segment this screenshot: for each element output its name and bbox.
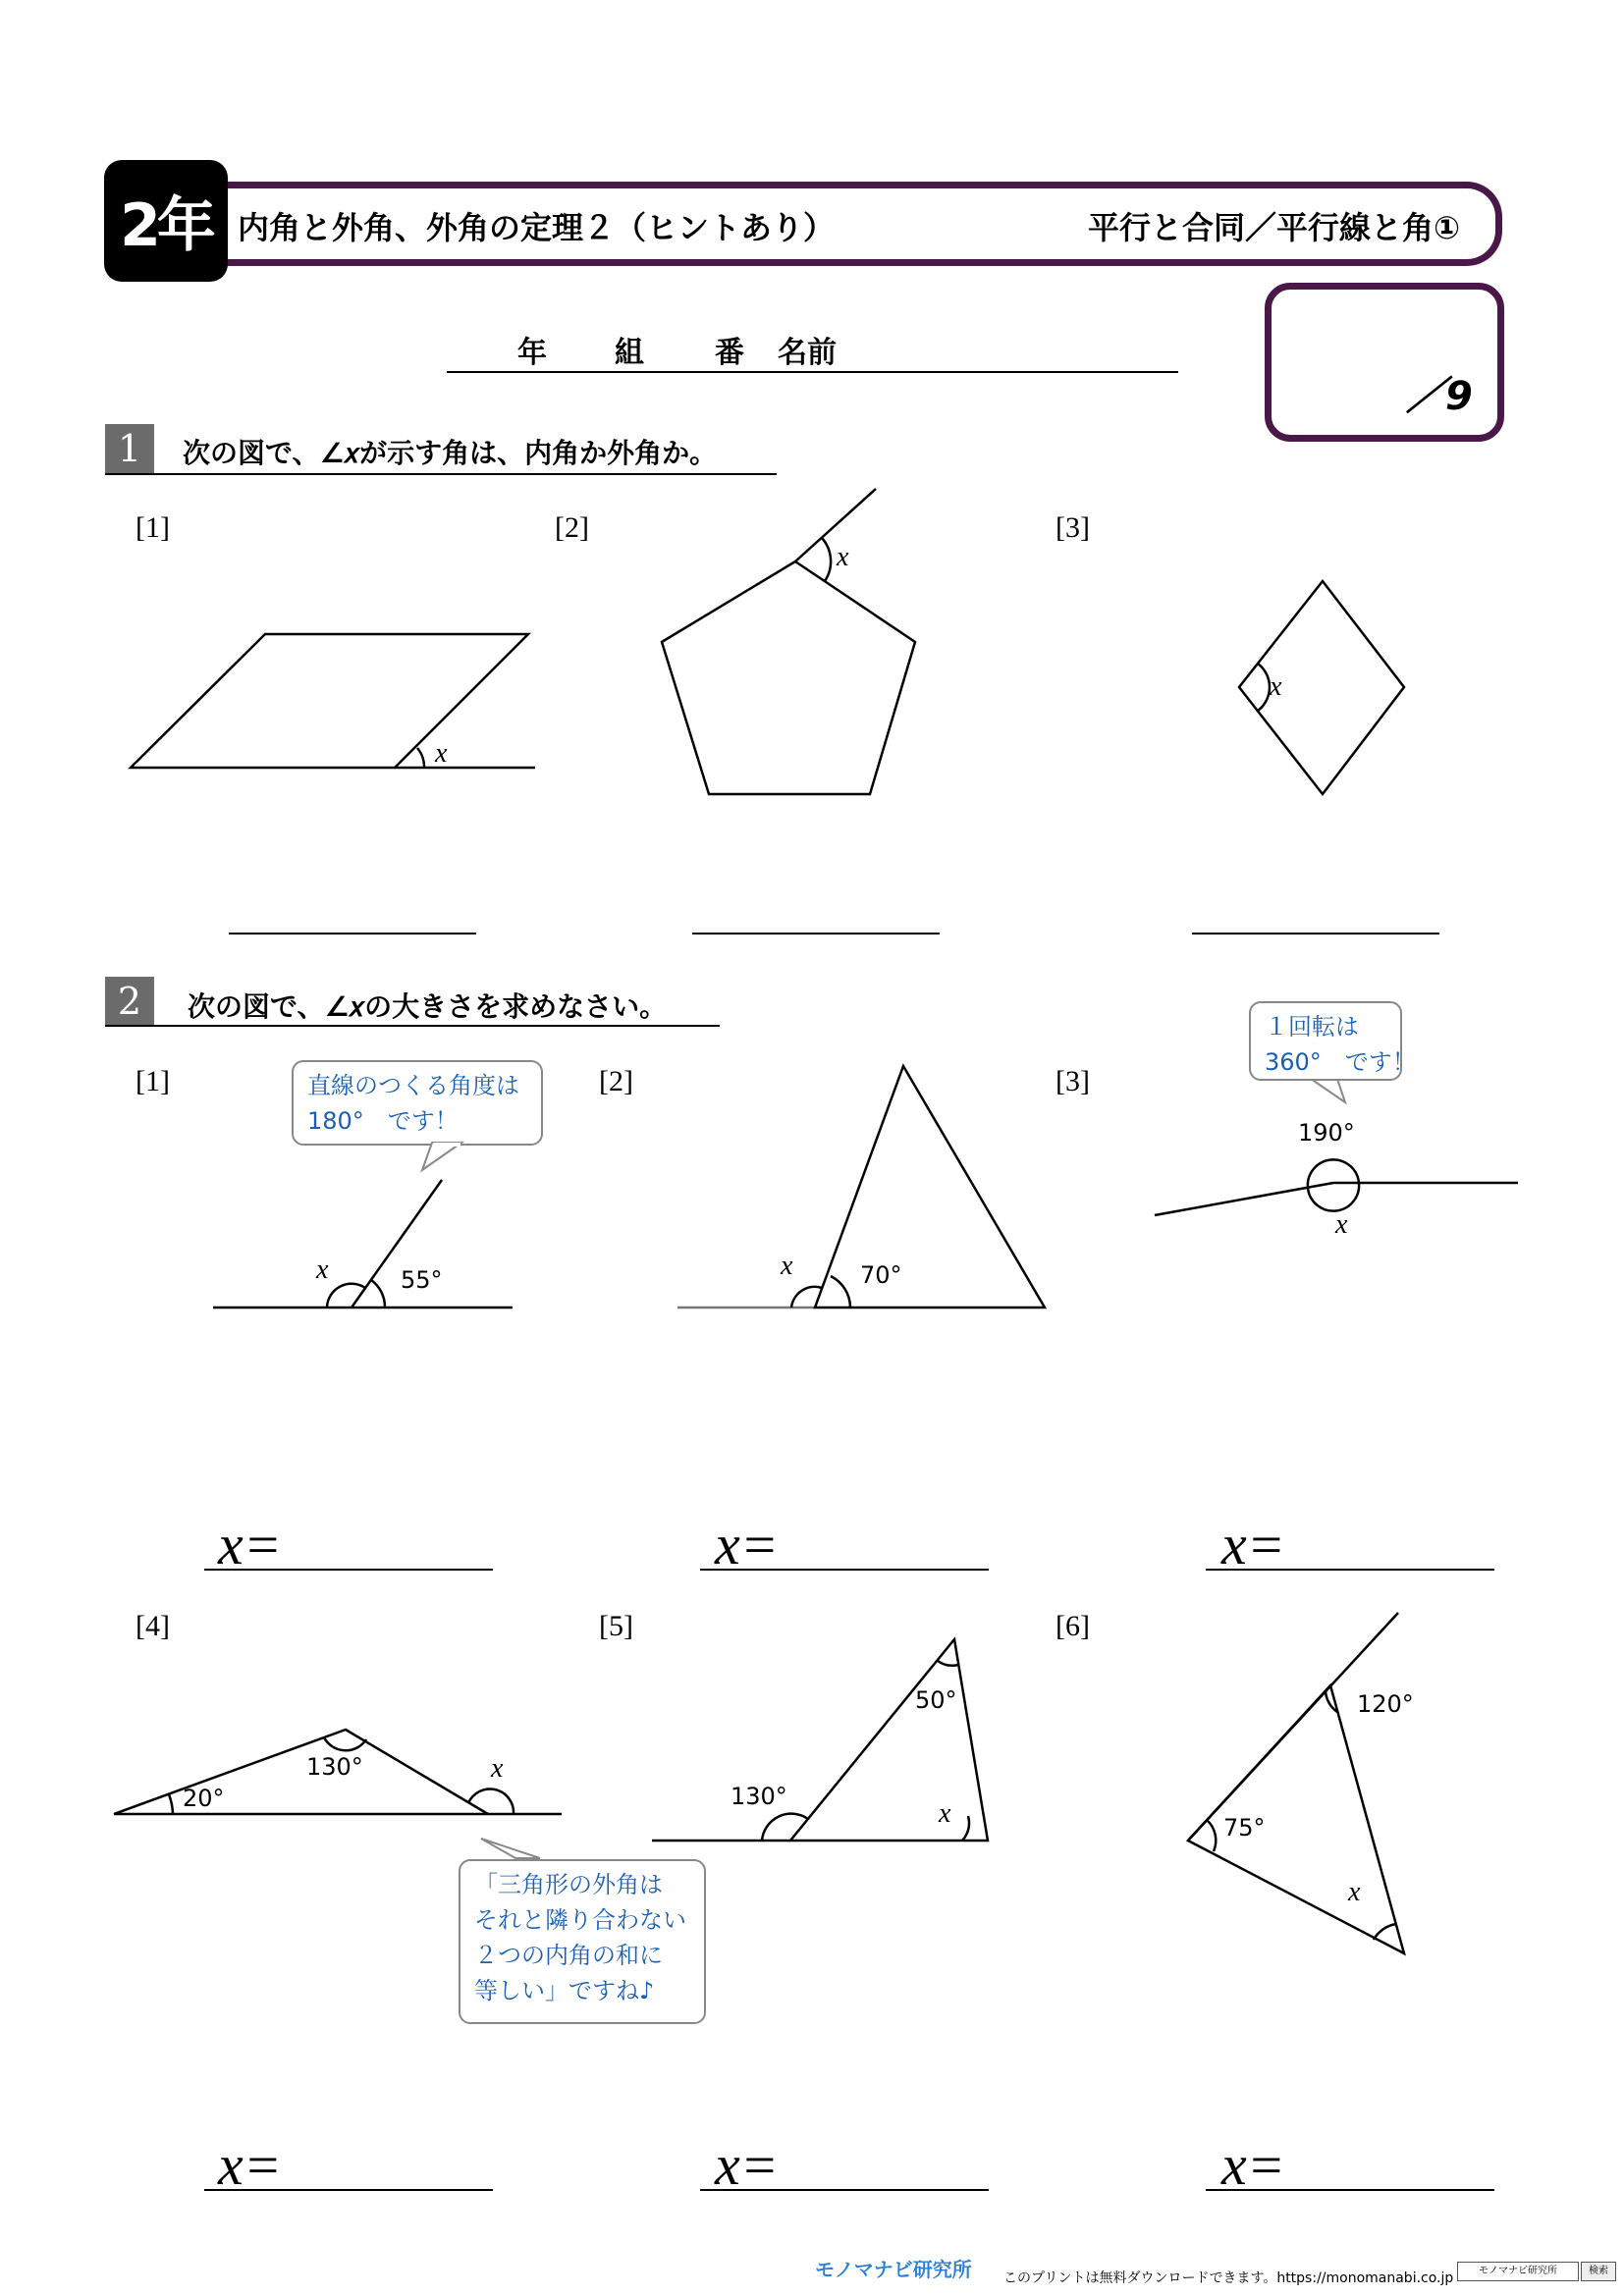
unit-title: 平行と合同／平行線と角① <box>1088 209 1461 246</box>
footer-brand: モノマナビ研究所 <box>815 2258 972 2281</box>
s2-answer-2-prefix: x= <box>715 1513 779 1576</box>
s2-problem-3-label: [3] <box>1056 1065 1090 1097</box>
section-2-title: 次の図で、∠𝑥の大きさを求めなさい。 <box>188 990 668 1023</box>
s2-p4-angle-1: 20° <box>183 1785 225 1812</box>
s2-p1-angle: 55° <box>401 1266 443 1294</box>
footer-search-box[interactable]: モノマナビ研究所 <box>1457 2262 1579 2281</box>
s2-problem-2-label: [2] <box>599 1065 633 1097</box>
s2-answer-6-prefix: x= <box>1221 2133 1285 2197</box>
s2-problem-1-label: [1] <box>135 1065 170 1097</box>
s2-answer-4[interactable] <box>204 2189 493 2191</box>
score-total: ／9 <box>1406 374 1473 419</box>
s2-answer-3[interactable] <box>1206 1569 1494 1571</box>
s2-answer-2[interactable] <box>700 1569 989 1571</box>
s2-p5-angle-2: 50° <box>915 1686 957 1714</box>
s2-p6-angle-1: 120° <box>1357 1690 1414 1718</box>
s1-p1-var: x <box>435 738 448 769</box>
s2-problem-6-label: [6] <box>1056 1610 1090 1642</box>
worksheet-title: 内角と外角、外角の定理２（ヒントあり） <box>238 209 836 246</box>
s1-p3-var: x <box>1270 671 1282 702</box>
s2-answer-1[interactable] <box>204 1569 493 1571</box>
s2-p5-angle-1: 130° <box>731 1783 787 1810</box>
section-1-number: 1 <box>105 424 154 473</box>
s2-p3-var: x <box>1335 1209 1348 1240</box>
footer-note: このプリントは無料ダウンロードできます。https://monomanabi.co.jp <box>1003 2270 1454 2286</box>
s1-problem-2-label: [2] <box>555 511 589 544</box>
section-2-number: 2 <box>105 977 154 1026</box>
grade-badge: 2年 <box>104 160 228 282</box>
s2-p3-angle: 190° <box>1298 1119 1355 1147</box>
s2-answer-5-prefix: x= <box>715 2133 779 2197</box>
s2-p2-var: x <box>781 1251 793 1281</box>
s2-p6-angle-2: 75° <box>1223 1814 1266 1842</box>
hint-bubble-straight-line: 直線のつくる角度は 180° です！ <box>292 1060 543 1146</box>
hint-bubble-exterior-angle: 「三角形の外角は それと隣り合わない ２つの内角の和に 等しい」ですね♪ <box>459 1859 706 2024</box>
s2-p6-var: x <box>1348 1877 1361 1907</box>
s2-p4-angle-2: 130° <box>306 1753 363 1781</box>
s2-p2-angle: 70° <box>860 1261 902 1289</box>
class-label: 組 <box>615 336 644 370</box>
s2-answer-1-prefix: x= <box>218 1513 282 1576</box>
s2-answer-4-prefix: x= <box>218 2133 282 2197</box>
s1-problem-3-label: [3] <box>1056 511 1090 544</box>
s2-answer-5[interactable] <box>700 2189 989 2191</box>
s2-answer-6[interactable] <box>1206 2189 1494 2191</box>
section-1-title: 次の図で、∠𝑥が示す角は、内角か外角か。 <box>183 437 718 469</box>
s2-p5-var: x <box>939 1798 951 1829</box>
s2-answer-3-prefix: x= <box>1221 1513 1285 1576</box>
s2-problem-5-label: [5] <box>599 1610 633 1642</box>
s1-problem-1-label: [1] <box>135 511 170 544</box>
hint-bubble-rotation: １回転は 360° です！ <box>1249 1001 1402 1081</box>
s2-p1-var: x <box>316 1255 329 1285</box>
name-label: 名前 <box>778 336 837 370</box>
s2-p4-var: x <box>491 1753 504 1784</box>
s1-p2-var: x <box>837 542 849 572</box>
number-label: 番 <box>715 336 744 370</box>
footer-search-button[interactable]: 検索 <box>1581 2262 1616 2281</box>
s2-problem-4-label: [4] <box>135 1610 170 1642</box>
year-label: 年 <box>517 336 547 370</box>
